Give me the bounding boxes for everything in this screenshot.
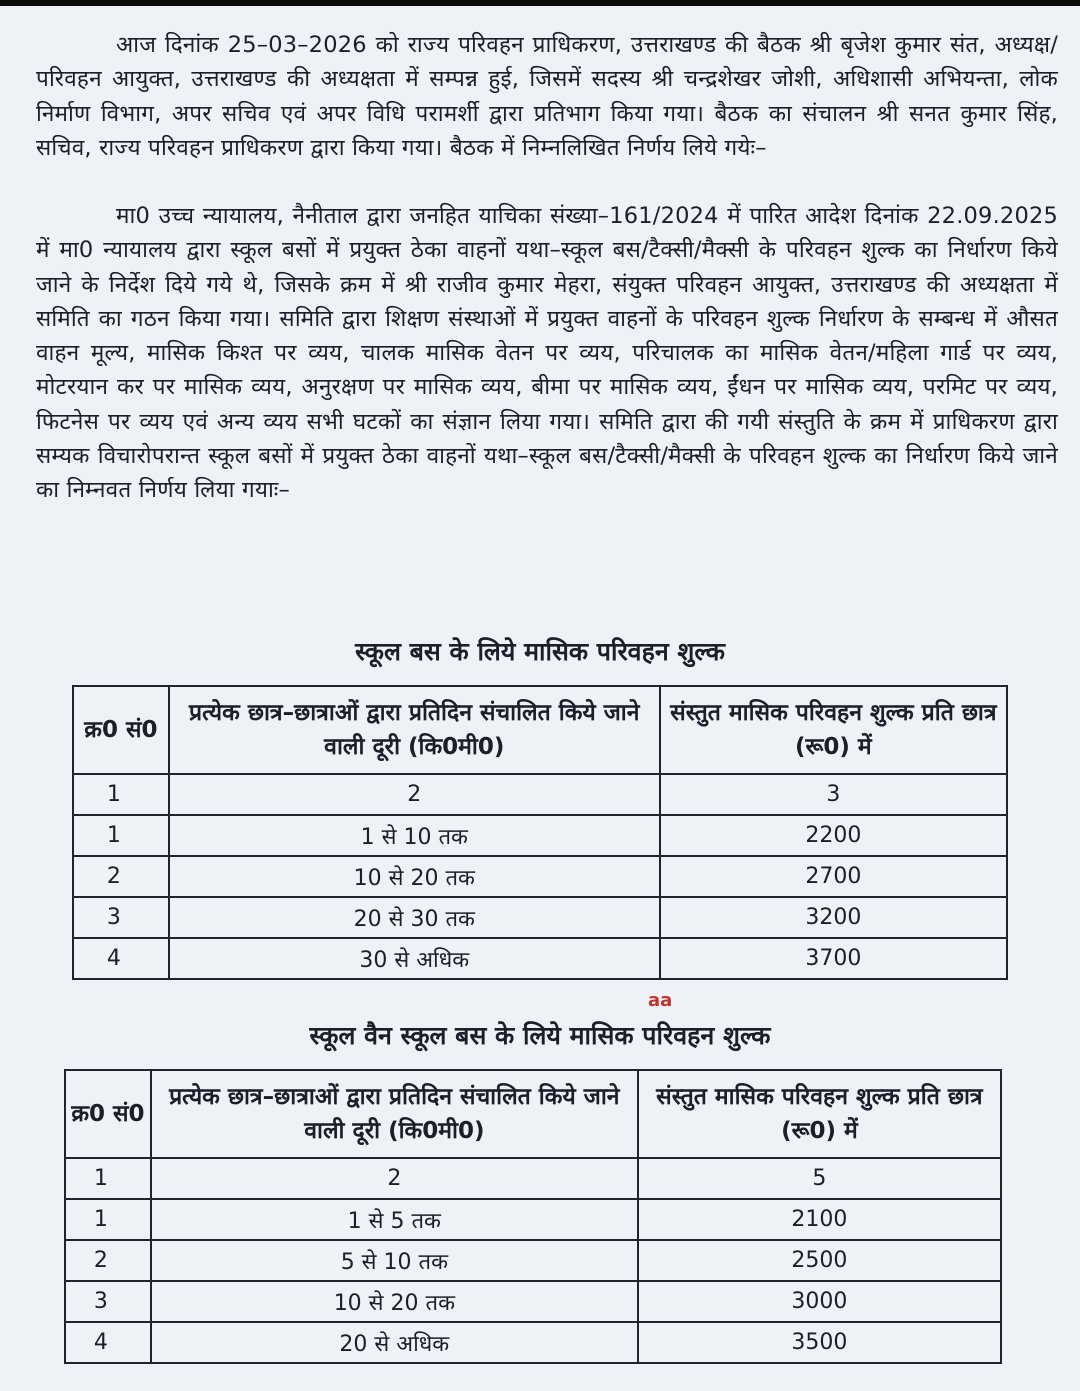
column-number: 1 [65,1158,151,1199]
fee-cell: 2200 [660,815,1007,856]
serial-cell: 2 [65,1240,151,1281]
fee-cell: 2700 [660,856,1007,897]
serial-cell: 1 [65,1199,151,1240]
distance-cell: 20 से अधिक [151,1322,638,1363]
table-row [73,815,1007,856]
fee-cell: 3700 [660,938,1007,979]
distance-cell: 1 से 10 तक [169,815,660,856]
school-van-fee-table [64,1069,1002,1364]
table-row [65,1322,1001,1363]
column-number: 5 [638,1158,1001,1199]
fee-cell: 3500 [638,1322,1001,1363]
column-number: 3 [660,774,1007,815]
serial-cell: 1 [73,815,169,856]
table-row [73,938,1007,979]
column-number: 1 [73,774,169,815]
paragraph-decision-text: मा0 उच्च न्यायालय, नैनीताल द्वारा जनहित याचिका संख्या–161/2024 में पारित आदेश दिनांक 22.09.2025 में मा0 न्यायालय द्वारा स्कूल बसों में प्रयुक्त ठेका वाहनों यथा–स्कूल बस/टैक्सी/मैक्सी के परिवहन शुल्क का निर्धारण किये जाने के निर्देश दिये गये थे, जिसके क्रम में श्री राजीव कुमार मेहरा, संयुक्त परिवहन आयुक्त, उत्तराखण्ड की अध्यक्षता में समिति का गठन किया गया। समिति द्वारा शिक्षण संस्थाओं में प्रयुक्त वाहनों के परिवहन शुल्क निर्धारण के सम्बन्ध में औसत वाहन मूल्य, मासिक किश्त पर व्यय, चालक मासिक वेतन पर व्यय, परिचालक का मासिक वेतन/महिला गार्ड पर व्यय, मोटरयान कर पर मासिक व्यय, अनुरक्षण पर मासिक व्यय, बीमा पर मासिक व्यय, ईंधन पर मासिक व्यय, परमिट पर व्यय, फिटनेस पर व्यय एवं अन्य व्यय सभी घटकों का संज्ञान लिया गया। समिति द्वारा की गयी संस्तुति के क्रम में प्राधिकरण द्वारा सम्यक विचारोपरान्त स्कूल बसों में प्रयुक्त ठेका वाहनों यथा–स्कूल बस/टैक्सी/मैक्सी के परिवहन शुल्क का निर्धारण किये जाने का निम्नवत निर्णय लिया गयाः– [36,203,1058,504]
school-bus-fee-table [72,685,1008,980]
column-number: 2 [169,774,660,815]
table-row [65,1281,1001,1322]
table-header-row [73,686,1007,774]
serial-cell: 4 [73,938,169,979]
serial-cell: 3 [65,1281,151,1322]
paragraph-decision [36,199,1058,508]
paragraph-meeting-text: आज दिनांक 25–03–2026 को राज्य परिवहन प्राधिकरण, उत्तराखण्ड की बैठक श्री बृजेश कुमार संत, अध्यक्ष/परिवहन आयुक्त, उत्तराखण्ड की अध्यक्षता में सम्पन्न हुई, जिसमें सदस्य श्री चन्द्रशेखर जोशी, अधिशासी अभियन्ता, लोक निर्माण विभाग, अपर सचिव एवं अपर विधि परामर्शी द्वारा प्रतिभाग किया गया। बैठक का संचालन श्री सनत कुमार सिंह, सचिव, राज्य परिवहन प्राधिकरण द्वारा किया गया। बैठक में निम्नलिखित निर्णय लिये गयेः– [36,32,1058,161]
table-row [65,1240,1001,1281]
header-serial: क्र0 सं0 [73,686,169,774]
distance-cell: 10 से 20 तक [169,856,660,897]
header-distance: प्रत्येक छात्र–छात्राओं द्वारा प्रतिदिन संचालित किये जाने वाली दूरी (कि0मी0) [151,1070,638,1158]
serial-cell: 4 [65,1322,151,1363]
column-number-row [73,774,1007,815]
fee-cell: 3200 [660,897,1007,938]
fee-cell: 2500 [638,1240,1001,1281]
table-header-row [65,1070,1001,1158]
handwritten-initials: aa [648,990,673,1011]
table-row [73,856,1007,897]
distance-cell: 10 से 20 तक [151,1281,638,1322]
distance-cell: 1 से 5 तक [151,1199,638,1240]
distance-cell: 5 से 10 तक [151,1240,638,1281]
column-number-row [65,1158,1001,1199]
distance-cell: 20 से 30 तक [169,897,660,938]
fee-cell: 3000 [638,1281,1001,1322]
serial-cell: 3 [73,897,169,938]
fee-cell: 2100 [638,1199,1001,1240]
distance-cell: 30 से अधिक [169,938,660,979]
table2-title: स्कूल वैन स्कूल बस के लिये मासिक परिवहन शुल्क [309,1021,771,1050]
document-page [0,6,1080,1391]
header-fee: संस्तुत मासिक परिवहन शुल्क प्रति छात्र (रू0) में [660,686,1007,774]
table-row [65,1199,1001,1240]
header-serial: क्र0 सं0 [65,1070,151,1158]
header-fee: संस्तुत मासिक परिवहन शुल्क प्रति छात्र (रू0) में [638,1070,1001,1158]
table-row [73,897,1007,938]
paragraph-meeting [36,28,1058,165]
serial-cell: 2 [73,856,169,897]
header-distance: प्रत्येक छात्र–छात्राओं द्वारा प्रतिदिन संचालित किये जाने वाली दूरी (कि0मी0) [169,686,660,774]
table1-title: स्कूल बस के लिये मासिक परिवहन शुल्क [355,637,725,666]
column-number: 2 [151,1158,638,1199]
